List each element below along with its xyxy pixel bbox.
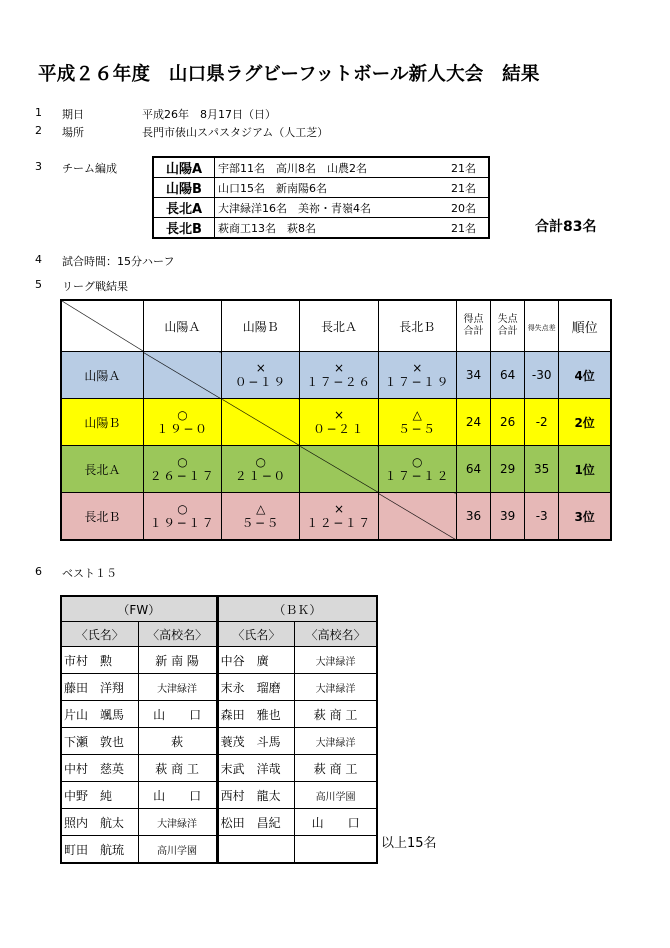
points-against: 64: [491, 352, 525, 399]
match-result-cell: [143, 493, 221, 541]
match-result-cell: [222, 493, 300, 541]
column-header: 山陽Ａ: [143, 300, 221, 352]
match-score: ２６−１７: [149, 469, 216, 483]
name-header: 〈氏名〉: [61, 622, 138, 647]
points-against: 39: [491, 493, 525, 541]
match-result-cell: [222, 446, 300, 493]
best15-table: [60, 595, 378, 864]
row-team-label: 長北Ａ: [61, 446, 143, 493]
item-number: 6: [35, 565, 42, 578]
closing-note: 以上15名: [381, 836, 437, 851]
table-header-row: [61, 622, 377, 647]
match-result-cell: [378, 399, 456, 446]
item-number: 2: [35, 124, 42, 137]
team-count: 20名: [417, 198, 489, 218]
team-detail: 山口15名 新南陽6名: [215, 178, 418, 198]
point-diff: -3: [525, 493, 559, 541]
school-name: 大津緑洋: [138, 809, 217, 836]
match-score: １７−２６: [306, 375, 372, 389]
school-name: 高川学園: [295, 782, 377, 809]
column-header: 長北Ａ: [300, 300, 378, 352]
fw-header: （FW）: [61, 596, 217, 622]
player-name: 藤田 洋翔: [61, 674, 138, 701]
column-header: 長北Ｂ: [378, 300, 456, 352]
table-row: [153, 218, 489, 239]
rank: 1位: [559, 446, 611, 493]
school-name: 山 口: [138, 782, 217, 809]
table-header-row: [61, 300, 611, 352]
date-value: 平成26年 8月17日（日）: [142, 108, 276, 121]
table-row: [61, 352, 611, 399]
team-detail: 大津緑洋16名 美祢・青嶺4名: [215, 198, 418, 218]
table-row: [61, 647, 377, 674]
self-match-cell: [300, 446, 378, 493]
item-number: 5: [35, 278, 42, 291]
points-against: 29: [491, 446, 525, 493]
name-header: 〈氏名〉: [217, 622, 295, 647]
player-name: 中村 慈英: [61, 755, 138, 782]
result-mark: ○: [255, 455, 266, 469]
table-row: [61, 446, 611, 493]
match-score: ２１−０: [234, 469, 287, 483]
match-result-cell: [300, 493, 378, 541]
team-count: 21名: [417, 157, 489, 178]
player-name: 下瀬 敦也: [61, 728, 138, 755]
header-text: 合計: [497, 326, 518, 337]
result-mark: ○: [412, 455, 423, 469]
page-title: 平成２６年度 山口県ラグビーフットボール新人大会 結果: [38, 64, 540, 85]
school-name: 山 口: [295, 809, 377, 836]
result-mark: ×: [333, 361, 345, 375]
player-name: 市村 勲: [61, 647, 138, 674]
best15-label: ベスト１５: [62, 567, 117, 580]
team-count: 21名: [417, 178, 489, 198]
team-count: 21名: [417, 218, 489, 239]
team-detail: 萩商工13名 萩8名: [215, 218, 418, 239]
self-match-cell: [143, 352, 221, 399]
table-row: [153, 157, 489, 178]
points-against: 26: [491, 399, 525, 446]
match-score: ５−５: [398, 422, 437, 436]
points-for-header: [456, 300, 490, 352]
self-match-cell: [222, 399, 300, 446]
school-name: 萩 商 工: [295, 701, 377, 728]
result-mark: ×: [333, 502, 345, 516]
table-row: [153, 198, 489, 218]
table-row: [61, 836, 377, 864]
league-results-label: リーグ戦結果: [62, 280, 128, 293]
table-row: [61, 674, 377, 701]
match-result-cell: [222, 352, 300, 399]
match-score: １２−１７: [306, 516, 372, 530]
player-name: 松田 昌紀: [217, 809, 295, 836]
school-name: 大津緑洋: [295, 647, 377, 674]
points-for: 64: [456, 446, 490, 493]
match-score: １７−１２: [384, 469, 451, 483]
table-row: [61, 782, 377, 809]
date-label: 期日: [62, 108, 84, 121]
points-for: 24: [456, 399, 490, 446]
result-mark: △: [256, 502, 266, 516]
row-team-label: 山陽Ａ: [61, 352, 143, 399]
rank: 3位: [559, 493, 611, 541]
header-text: 合計: [463, 326, 484, 337]
school-header: 〈高校名〉: [295, 622, 377, 647]
header-text: 得失点差: [527, 324, 556, 332]
match-result-cell: [378, 352, 456, 399]
match-score: １９−０: [156, 422, 209, 436]
table-row: [61, 701, 377, 728]
player-name: 蓑茂 斗馬: [217, 728, 295, 755]
self-match-cell: [378, 493, 456, 541]
school-name: 山 口: [138, 701, 217, 728]
total-count: 合計83名: [535, 219, 597, 235]
table-header-row: [61, 596, 377, 622]
table-row: [61, 728, 377, 755]
school-name: 大津緑洋: [295, 728, 377, 755]
venue-label: 場所: [62, 126, 84, 139]
team-detail: 宇部11名 高川8名 山農2名: [215, 157, 418, 178]
league-results-table: [60, 299, 612, 541]
match-score: ０−２１: [312, 422, 366, 436]
player-name: 中谷 廣: [217, 647, 295, 674]
item-number: 4: [35, 253, 42, 266]
diff-header: [525, 300, 559, 352]
rank: 4位: [559, 352, 611, 399]
point-diff: -30: [525, 352, 559, 399]
player-name: 末永 瑠磨: [217, 674, 295, 701]
column-header: 山陽Ｂ: [222, 300, 300, 352]
team-name: 長北A: [153, 198, 215, 218]
team-name: 長北B: [153, 218, 215, 239]
table-row: [153, 178, 489, 198]
school-name: 萩 商 工: [138, 755, 217, 782]
points-against-header: [491, 300, 525, 352]
match-result-cell: [378, 446, 456, 493]
points-for: 34: [456, 352, 490, 399]
team-name: 山陽A: [153, 157, 215, 178]
match-score: １７−１９: [384, 375, 451, 389]
header-text: 失点: [497, 314, 518, 325]
player-name: 西村 龍太: [217, 782, 295, 809]
result-mark: ×: [333, 408, 345, 422]
match-score: ０−１９: [234, 375, 287, 389]
table-row: [61, 493, 611, 541]
row-team-label: 長北Ｂ: [61, 493, 143, 541]
team-composition-label: チーム編成: [62, 162, 117, 175]
diagonal-corner-cell: [61, 300, 143, 352]
player-name: 片山 颯馬: [61, 701, 138, 728]
school-name: [295, 836, 377, 864]
result-mark: ×: [412, 361, 423, 375]
school-name: 萩 商 工: [295, 755, 377, 782]
points-for: 36: [456, 493, 490, 541]
school-name: 萩: [138, 728, 217, 755]
match-result-cell: [300, 352, 378, 399]
row-team-label: 山陽Ｂ: [61, 399, 143, 446]
school-name: 大津緑洋: [138, 674, 217, 701]
table-row: [61, 809, 377, 836]
match-result-cell: [300, 399, 378, 446]
school-header: 〈高校名〉: [138, 622, 217, 647]
result-mark: ×: [255, 361, 266, 375]
match-result-cell: [143, 399, 221, 446]
venue-value: 長門市俵山スパスタジアム（人工芝）: [142, 126, 329, 139]
rank: 2位: [559, 399, 611, 446]
school-name: 新 南 陽: [138, 647, 217, 674]
team-composition-table: [152, 156, 490, 239]
table-row: [61, 755, 377, 782]
point-diff: 35: [525, 446, 559, 493]
point-diff: -2: [525, 399, 559, 446]
match-time-label: 試合時間：15分ハーフ: [62, 255, 175, 268]
result-mark: ○: [177, 455, 188, 469]
item-number: 3: [35, 160, 42, 173]
bk-header: （ＢＫ）: [217, 596, 377, 622]
result-mark: △: [412, 408, 422, 422]
player-name: 照内 航太: [61, 809, 138, 836]
table-row: [61, 399, 611, 446]
school-name: 大津緑洋: [295, 674, 377, 701]
team-name: 山陽B: [153, 178, 215, 198]
match-score: ５−５: [241, 516, 280, 530]
item-number: 1: [35, 106, 42, 119]
player-name: 末武 洋哉: [217, 755, 295, 782]
player-name: [217, 836, 295, 864]
header-text: 得点: [463, 314, 484, 325]
school-name: 高川学園: [138, 836, 217, 864]
match-score: １９−１７: [149, 516, 216, 530]
result-mark: ○: [177, 408, 188, 422]
player-name: 町田 航琉: [61, 836, 138, 864]
player-name: 中野 純: [61, 782, 138, 809]
result-mark: ○: [177, 502, 188, 516]
player-name: 森田 雅也: [217, 701, 295, 728]
rank-header: 順位: [559, 300, 611, 352]
match-result-cell: [143, 446, 221, 493]
